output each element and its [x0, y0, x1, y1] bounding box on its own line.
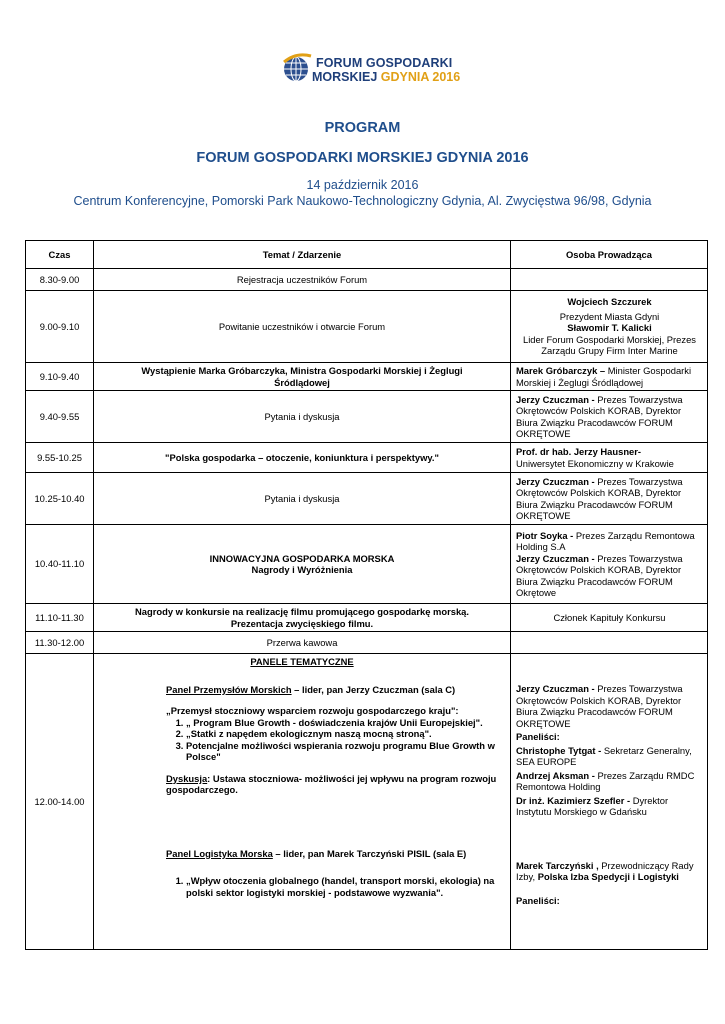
row-topic: Nagrody w konkursie na realizację filmu promującego gospodarkę morską. Prezentacja zwycięskiego filmu. [94, 604, 511, 632]
row-time: 9.55-10.25 [26, 443, 94, 473]
row-topic: Pytania i dyskusja [94, 391, 511, 443]
event-title: FORUM GOSPODARKI MORSKIEJ GDYNIA 2016 [196, 150, 529, 166]
panel1-list [166, 717, 500, 763]
table-row [26, 525, 708, 604]
row-time: 10.25-10.40 [26, 473, 94, 525]
panel2-leader: Marek Tarczyński , Przewodniczący Rady Izby, Polska Izba Spedycji i Logistyki [516, 859, 694, 882]
logo-line1: FORUM GOSPODARKI [316, 56, 453, 70]
row-person: Członek Kapituły Konkursu [511, 604, 708, 632]
panel1-discussion: Dyskusja: Ustawa stoczniowa- możliwości jej wpływu na program rozwoju gospodarczego. [166, 772, 497, 795]
table-row-panels [26, 654, 708, 950]
table-row [26, 473, 708, 525]
table-row [26, 391, 708, 443]
logo-line2: MORSKIEJ GDYNIA 2016 [312, 70, 461, 84]
row-time: 11.10-11.30 [26, 604, 94, 632]
panel1-heading: Panel Przemysłów Morskich – lider, pan Jerzy Czuczman (sala C) [166, 683, 456, 695]
panelist: Christophe Tytgat - Sekretarz Generalny, SEA EUROPE [516, 744, 692, 767]
row-time: 10.40-11.10 [26, 525, 94, 604]
panel1-leader: Jerzy Czuczman - Prezes Towarzystwa Okrętowców Polskich KORAB, Dyrektor Biura Związku Pracodawców FORUM OKRĘTOWE [516, 683, 683, 729]
row-topic: Pytania i dyskusja [94, 473, 511, 525]
row-topic: INNOWACYJNA GOSPODARKA MORSKA Nagrody i Wyróżnienia [94, 525, 511, 604]
row-person: Marek Gróbarczyk – Minister Gospodarki Morskiej i Żeglugi Śródlądowej [511, 363, 708, 391]
row-person: Prof. dr hab. Jerzy Hausner- Uniwersytet Ekonomiczny w Krakowie [511, 443, 708, 473]
table-row [26, 363, 708, 391]
row-person [511, 632, 708, 654]
row-time: 11.30-12.00 [26, 632, 94, 654]
row-person [511, 269, 708, 291]
row-person: Jerzy Czuczman - Prezes Towarzystwa Okrętowców Polskich KORAB, Dyrektor Biura Związku Pracodawców FORUM OKRĘTOWE [511, 391, 708, 443]
row-person: Jerzy Czuczman - Prezes Towarzystwa Okrętowców Polskich KORAB, Dyrektor Biura Związku Pracodawców FORUM OKRĘTOWE [511, 473, 708, 525]
list-item: 1. „ Program Blue Growth - doświadczenia krajów Unii Europejskiej". [186, 717, 500, 729]
header-topic: Temat / Zdarzenie [94, 241, 511, 269]
panels-title: PANELE TEMATYCZNE [250, 656, 354, 667]
panelist: Dr inż. Kazimierz Szefler - Dyrektor Instytutu Morskiego w Gdańsku [516, 794, 669, 817]
table-row [26, 632, 708, 654]
list-item: 2. „Statki z napędem ekologicznym naszą mocną stroną". [186, 728, 500, 740]
row-topic: "Polska gospodarka – otoczenie, koniunktura i perspektywy." [94, 443, 511, 473]
panel1-theme: „Przemysł stoczniowy wsparciem rozwoju gospodarczego kraju": [166, 705, 459, 716]
table-row [26, 443, 708, 473]
header-person: Osoba Prowadząca [511, 241, 708, 269]
panels-cell [94, 654, 511, 950]
list-item: 3. Potencjalne możliwości wspierania rozwoju programu Blue Growth w Polsce" [186, 740, 500, 763]
panels-persons: Jerzy Czuczman - Prezes Towarzystwa Okrętowców Polskich KORAB, Dyrektor Biura Związku Pracodawców FORUM OKRĘTOWE Paneliści: Christophe Tytgat - Sekretarz Generalny, SEA EUROPE Andrzej Aksman - Prezes Zarządu RMDC Remontowa Holding Dr inż. Kazimierz Szefler - Dyrektor Instytutu Morskiego w Gdańsku Marek Tarczyński , Przewodniczący Rady Izby, Polska Izba Spedycji i Logistyki Paneliści: [511, 654, 708, 950]
panelist: Andrzej Aksman - Prezes Zarządu RMDC Remontowa Holding [516, 769, 695, 792]
event-date: 14 październik 2016 [306, 178, 419, 192]
row-time: 12.00-14.00 [26, 654, 94, 950]
row-topic: Wystąpienie Marka Gróbarczyka, Ministra Gospodarki Morskiej i Żeglugi Śródlądowej [94, 363, 511, 391]
panel2-heading: Panel Logistyka Morska – lider, pan Marek Tarczyński PISIL (sala E) [166, 847, 467, 859]
row-topic: Powitanie uczestników i otwarcie Forum [94, 291, 511, 363]
row-time: 9.40-9.55 [26, 391, 94, 443]
row-time: 9.10-9.40 [26, 363, 94, 391]
header-time: Czas [26, 241, 94, 269]
table-header-row [26, 241, 708, 269]
program-table [25, 240, 708, 950]
table-row [26, 269, 708, 291]
globe-logo-icon [280, 50, 314, 86]
event-location: Centrum Konferencyjne, Pomorski Park Naukowo-Technologiczny Gdynia, Al. Zwycięstwa 96/98, Gdynia [73, 194, 652, 208]
table-row [26, 604, 708, 632]
row-topic: Rejestracja uczestników Forum [94, 269, 511, 291]
row-person: Wojciech Szczurek Prezydent Miasta Gdyni Sławomir T. Kalicki Lider Forum Gospodarki Morskiej, Prezes Zarządu Grupy Firm Inter Marine [511, 291, 708, 363]
row-time: 8.30-9.00 [26, 269, 94, 291]
row-person: Piotr Soyka - Prezes Zarządu Remontowa Holding S.A Jerzy Czuczman - Prezes Towarzystwa Okrętowców Polskich KORAB, Dyrektor Biura Związku Pracodawców FORUM Okrętowe [511, 525, 708, 604]
forum-logo [280, 50, 460, 90]
list-item: 1. „Wpływ otoczenia globalnego (handel, transport morski, ekologia) na polski sektor logistyki morskiej - podstawowe wyzwania". [186, 875, 500, 898]
page-title: PROGRAM [324, 120, 401, 136]
table-row [26, 291, 708, 363]
row-topic: Przerwa kawowa [94, 632, 511, 654]
panel2-list [166, 875, 500, 898]
row-time: 9.00-9.10 [26, 291, 94, 363]
